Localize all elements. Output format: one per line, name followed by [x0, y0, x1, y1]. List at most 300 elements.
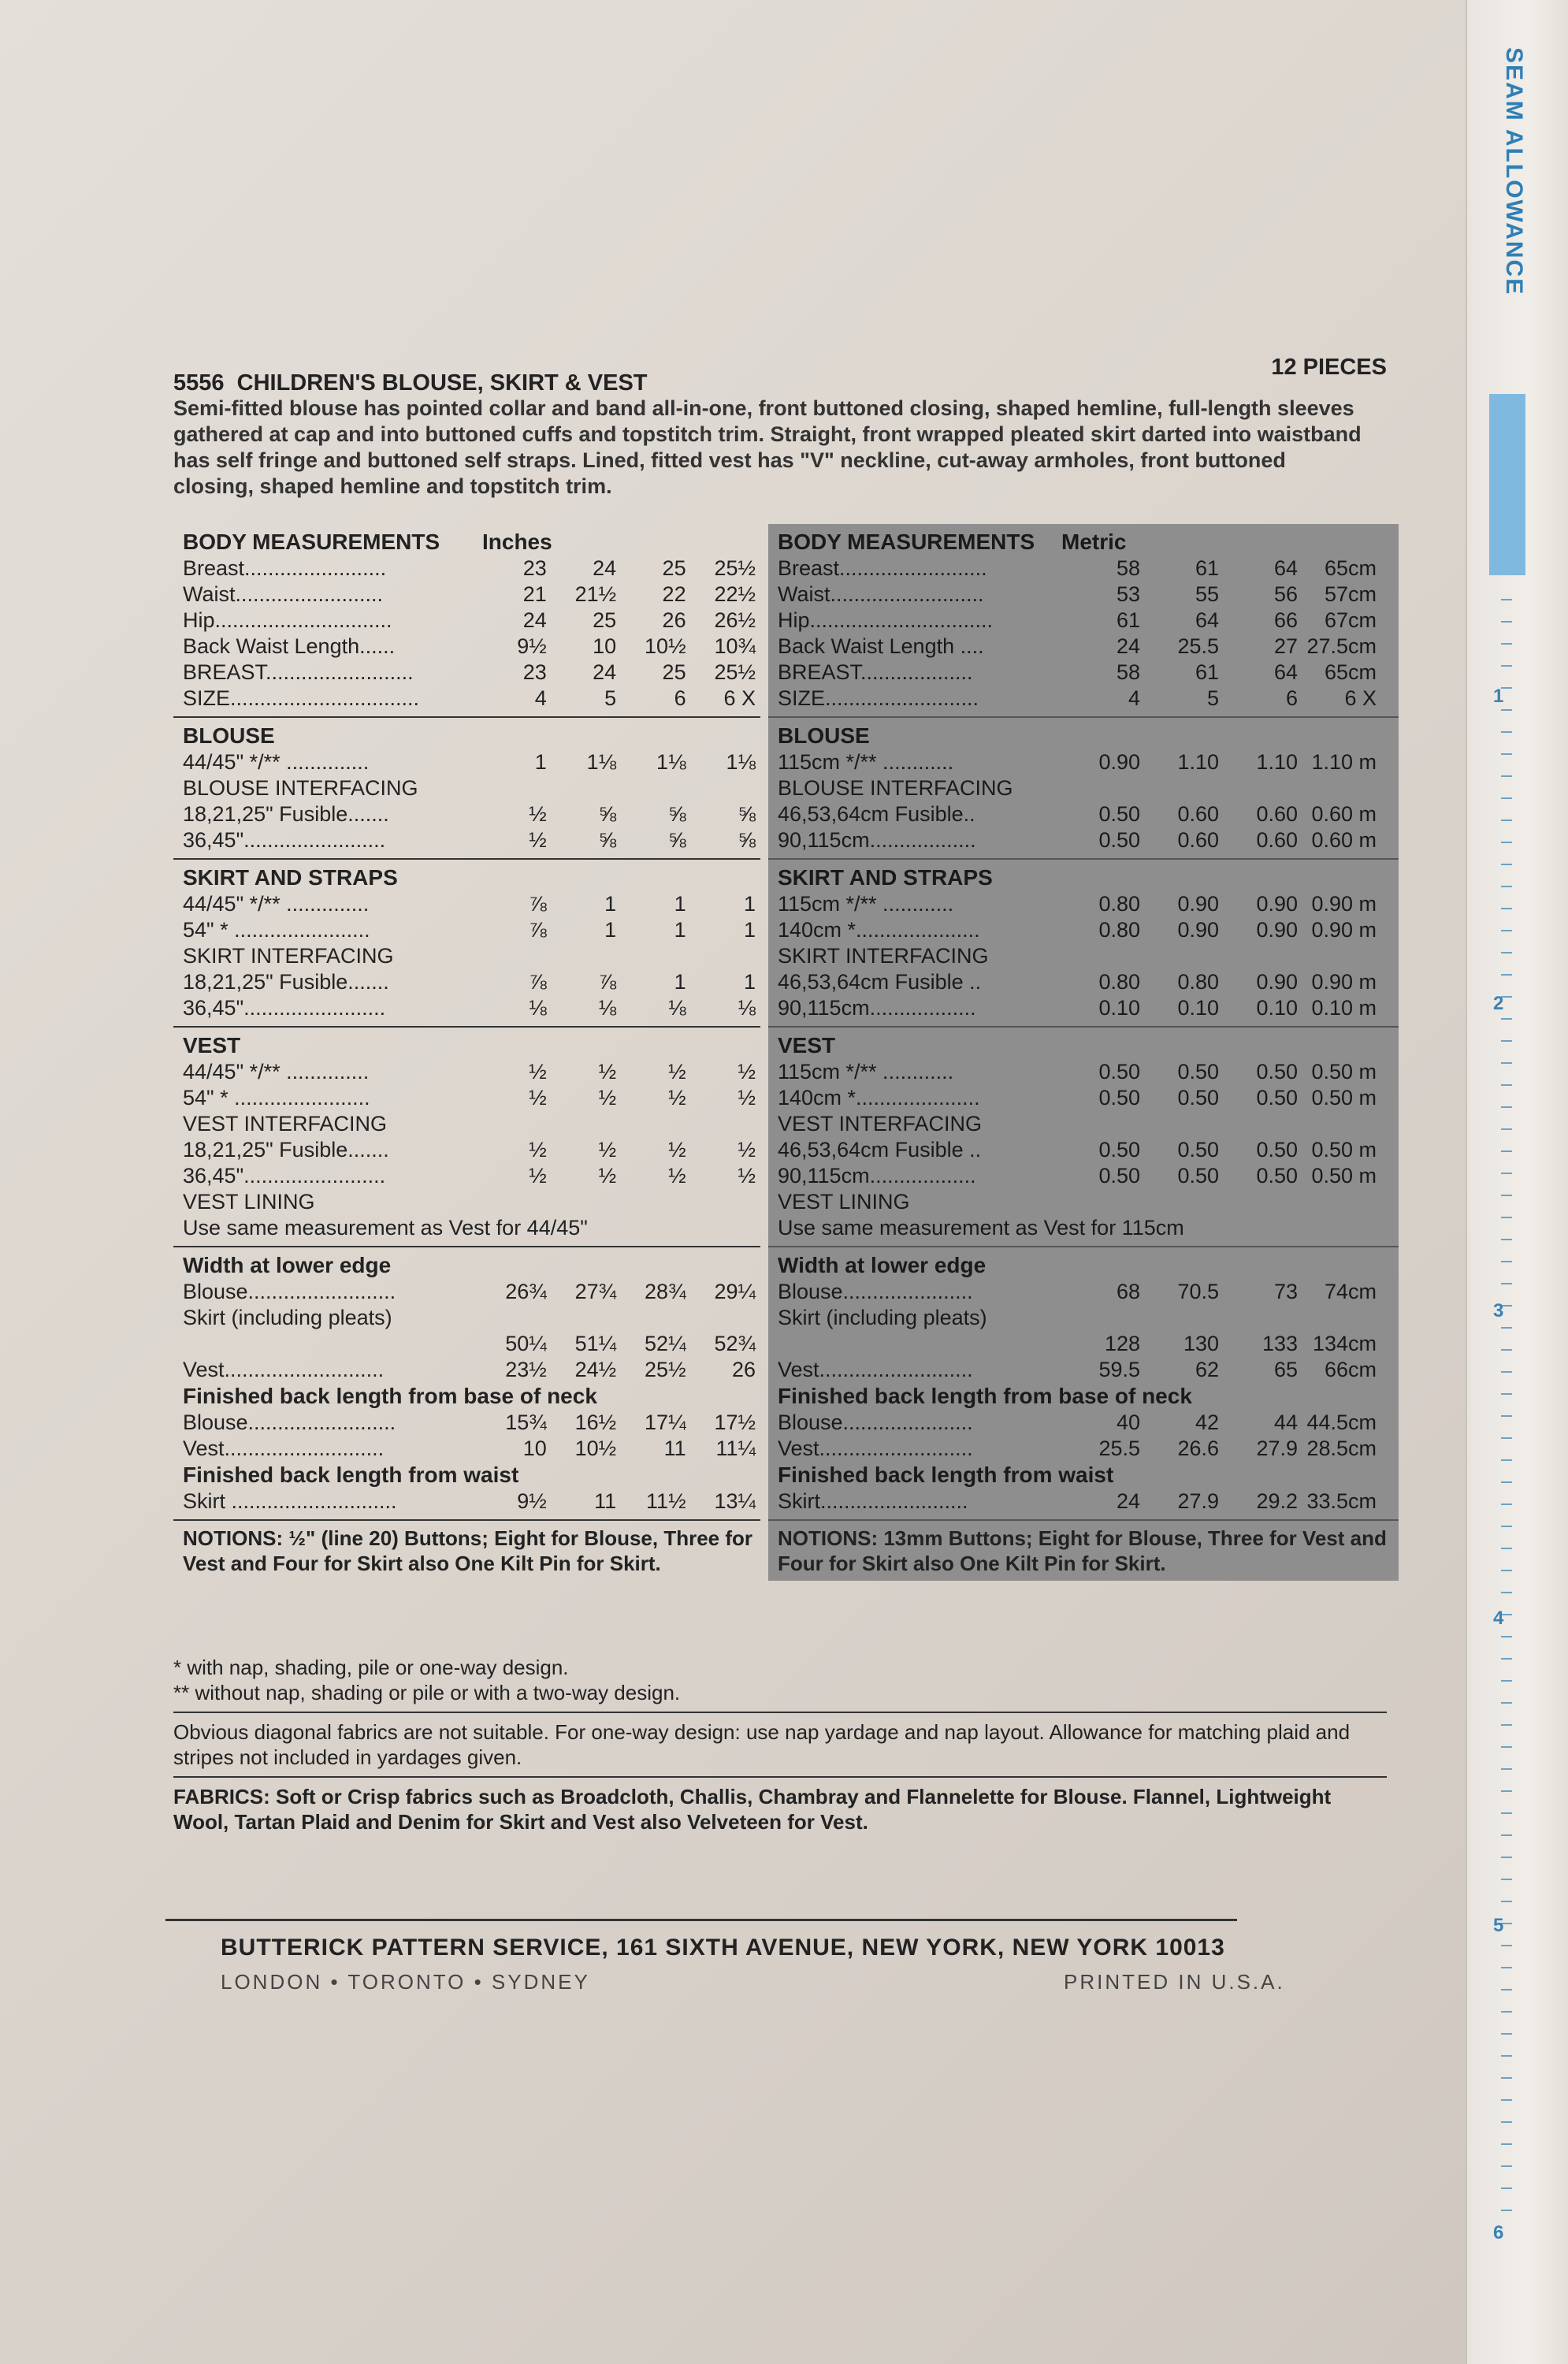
row-label: Hip..............................	[183, 608, 392, 632]
row-value: ½	[529, 1164, 547, 1188]
ruler-tick	[1501, 797, 1512, 799]
row-value: 0.80	[1098, 918, 1140, 942]
row-value: ⅞	[529, 970, 547, 994]
table-row	[183, 1137, 756, 1163]
row-value: 1	[743, 918, 756, 942]
section-title: Width at lower edge	[183, 1253, 392, 1277]
row-value: 1	[743, 970, 756, 994]
row-label: Vest..........................	[778, 1437, 973, 1460]
row-value: ½	[529, 828, 547, 852]
obvious-note: Obvious diagonal fabrics are not suitable. For one-way design: use nap yardage and nap layout. Allowance for matching plaid and stripes not included in yardages given.	[173, 1720, 1351, 1769]
row-value: 73	[1273, 1280, 1298, 1303]
ruler-tick	[1501, 1879, 1512, 1880]
row-value: 21½	[574, 582, 617, 606]
ruler-tick	[1501, 2055, 1512, 2057]
row-value: 0.10	[1256, 996, 1298, 1020]
ruler-tick	[1501, 1128, 1512, 1130]
table-row	[778, 801, 1394, 827]
row-value	[477, 1305, 546, 1331]
row-value: 24	[1116, 634, 1140, 658]
ruler-tick	[1501, 1459, 1512, 1461]
row-value: ⅝	[668, 828, 686, 852]
ruler-tick	[1501, 1481, 1512, 1483]
table-row	[183, 749, 756, 775]
ruler-tick	[1501, 2011, 1512, 2013]
subsection-title: VEST INTERFACING	[778, 1112, 983, 1136]
row-value: ⅝	[598, 828, 617, 852]
row-value: ⅝	[738, 802, 756, 826]
ruler-tick	[1501, 753, 1512, 755]
row-label: Skirt (including pleats)	[778, 1306, 987, 1329]
table-row	[183, 686, 756, 712]
row-label: Skirt (including pleats)	[183, 1306, 392, 1329]
body-measurements	[173, 524, 760, 718]
table-row	[183, 1436, 756, 1462]
row-value: 11	[594, 1489, 617, 1513]
row-value: 0.50	[1177, 1164, 1219, 1188]
row-value: ½	[529, 802, 547, 826]
section-title: BLOUSE	[183, 723, 275, 748]
row-value: 11½	[646, 1489, 686, 1513]
row-value: 0.50 m	[1311, 1164, 1377, 1188]
row-value: 26½	[714, 608, 756, 632]
row-label: 115cm */** ............	[778, 1060, 954, 1084]
ruler-tick	[1501, 1504, 1512, 1505]
row-value: 24	[593, 556, 617, 580]
row-label: Skirt.........................	[778, 1489, 968, 1513]
row-value: ⅛	[738, 996, 756, 1020]
row-label: SIZE..........................	[778, 686, 979, 710]
row-value: 0.90	[1256, 892, 1298, 916]
ruler-tick	[1501, 1217, 1512, 1218]
row-value: 26¾	[505, 1280, 547, 1303]
row-value: 1	[674, 970, 686, 994]
row-value: 1⅛	[586, 750, 617, 774]
table-row	[183, 1279, 756, 1305]
row-value: 44	[1273, 1411, 1298, 1434]
row-value: 27	[1273, 634, 1298, 658]
row-value: 64	[1273, 556, 1298, 580]
table-row	[183, 1410, 756, 1436]
row-value: 56	[1273, 582, 1298, 606]
row-value: 61	[1116, 608, 1140, 632]
ruler-tick	[1501, 709, 1512, 711]
table-row	[778, 582, 1394, 608]
subsection-title: VEST INTERFACING	[183, 1112, 388, 1136]
table-row	[183, 1489, 756, 1515]
table-row	[778, 686, 1394, 712]
row-value: 10½	[574, 1437, 617, 1460]
row-value: 1.10 m	[1311, 750, 1377, 774]
row-value: 10½	[645, 634, 686, 658]
row-label: 54" * .......................	[183, 918, 370, 942]
row-value: ½	[738, 1138, 756, 1162]
row-label: 44/45" */** ..............	[183, 892, 370, 916]
row-value: 130	[1183, 1332, 1219, 1355]
row-value: 50¼	[505, 1332, 547, 1355]
row-value	[686, 1305, 756, 1331]
row-label: Blouse......................	[778, 1280, 973, 1303]
row-value: 58	[1116, 556, 1140, 580]
row-value: 0.90	[1098, 750, 1140, 774]
blouse-yardage	[173, 718, 760, 860]
finished-measurements	[173, 1247, 760, 1521]
row-label: BREAST.........................	[183, 660, 414, 684]
row-value: 64	[1273, 660, 1298, 684]
table-row	[778, 749, 1394, 775]
table-row	[183, 1357, 756, 1383]
row-value: 13¼	[714, 1489, 756, 1513]
unit-label: Metric	[1061, 530, 1127, 554]
row-value: 53	[1116, 582, 1140, 606]
row-value: 58	[1116, 660, 1140, 684]
row-value: 1	[674, 892, 686, 916]
row-value: 4	[534, 686, 547, 710]
row-value: 26.6	[1177, 1437, 1219, 1460]
row-label: Vest..........................	[778, 1358, 973, 1381]
table-row	[778, 634, 1394, 660]
row-value: 0.90 m	[1311, 970, 1377, 994]
row-value: 64	[1195, 608, 1219, 632]
row-label: Waist..........................	[778, 582, 984, 606]
row-value: 1	[604, 918, 617, 942]
row-value: ½	[598, 1086, 617, 1110]
row-value: 6	[1285, 686, 1298, 710]
row-value: 27.9	[1177, 1489, 1219, 1513]
table-row	[183, 634, 756, 660]
row-value: 1.10	[1256, 750, 1298, 774]
ruler-tick	[1501, 1834, 1512, 1836]
row-value: 0.60	[1177, 828, 1219, 852]
row-value: 55	[1195, 582, 1219, 606]
company-cities: LONDON • TORONTO • SYDNEY	[221, 1970, 590, 1994]
ruler-tick	[1501, 1040, 1512, 1042]
row-value: 0.50	[1098, 802, 1140, 826]
table-row	[183, 1163, 756, 1189]
row-value: 0.10	[1098, 996, 1140, 1020]
ruler-tick	[1501, 1018, 1512, 1020]
table-row	[778, 1163, 1394, 1189]
row-value: 0.60 m	[1311, 828, 1377, 852]
section-title: Finished back length from base of neck	[778, 1384, 1192, 1408]
row-value: 59.5	[1098, 1358, 1140, 1381]
row-value: 6 X	[1344, 686, 1377, 710]
row-label: Blouse.........................	[183, 1411, 396, 1434]
row-value: 52¾	[714, 1332, 756, 1355]
row-value: 1.10	[1177, 750, 1219, 774]
row-label: Back Waist Length......	[183, 634, 396, 658]
row-value: 61	[1195, 660, 1219, 684]
row-value: 15¾	[505, 1411, 547, 1434]
row-value: 25	[593, 608, 617, 632]
section-title: VEST	[778, 1033, 836, 1057]
table-row	[778, 1085, 1394, 1111]
ruler-tick	[1501, 643, 1512, 645]
row-value: 52¼	[645, 1332, 686, 1355]
ruler-tick	[1501, 2165, 1512, 2167]
row-label: 140cm *.....................	[778, 1086, 980, 1110]
ruler-tick	[1501, 1349, 1512, 1351]
ruler-number: 3	[1493, 1300, 1504, 1321]
row-value: 0.50	[1177, 1060, 1219, 1084]
ruler-tick	[1501, 731, 1512, 733]
ruler-tick	[1501, 621, 1512, 623]
row-label: BREAST...................	[778, 660, 973, 684]
row-value: 28¾	[645, 1280, 686, 1303]
row-value: 0.50	[1177, 1138, 1219, 1162]
table-row	[183, 917, 756, 943]
ruler-tick	[1501, 1746, 1512, 1748]
section-title: Finished back length from waist	[183, 1463, 519, 1487]
table-row	[183, 995, 756, 1021]
row-value: 10¾	[714, 634, 756, 658]
table-row	[183, 801, 756, 827]
row-value: 16½	[574, 1411, 617, 1434]
ruler-tick	[1501, 1570, 1512, 1571]
blouse-yardage	[768, 718, 1399, 860]
row-value: 25	[662, 660, 686, 684]
section-title: BODY MEASUREMENTS	[778, 530, 1035, 554]
row-value: 66cm	[1324, 1358, 1377, 1381]
row-value: 22½	[714, 582, 756, 606]
table-row	[183, 582, 756, 608]
ruler-tick	[1501, 1790, 1512, 1792]
table-row	[183, 827, 756, 853]
table-row	[778, 891, 1394, 917]
row-value: 24	[522, 608, 547, 632]
row-label: Vest...........................	[183, 1358, 385, 1381]
ruler-tick	[1501, 1636, 1512, 1637]
ruler-tick	[1501, 2099, 1512, 2101]
ruler-tick	[1501, 1150, 1512, 1152]
row-value: 24½	[574, 1358, 617, 1381]
table-row	[778, 556, 1394, 582]
ruler-tick	[1501, 820, 1512, 821]
row-value: ⅞	[529, 892, 547, 916]
ruler-tick	[1501, 1724, 1512, 1726]
subsection-title: SKIRT INTERFACING	[183, 944, 394, 968]
row-value: 1	[743, 892, 756, 916]
row-label: Breast.........................	[778, 556, 987, 580]
row-value: 0.50	[1098, 1164, 1140, 1188]
ruler-tick	[1501, 1084, 1512, 1086]
row-value: 0.50	[1256, 1060, 1298, 1084]
ruler-tick	[1501, 908, 1512, 909]
row-value: 25.5	[1177, 634, 1219, 658]
row-value: 5	[604, 686, 617, 710]
row-value	[1219, 1305, 1298, 1331]
ruler-tick	[1501, 842, 1512, 843]
row-label: 44/45" */** ..............	[183, 1060, 370, 1084]
skirt-yardage	[173, 860, 760, 1028]
footnotes	[173, 1655, 1387, 1834]
row-value: 0.50	[1256, 1086, 1298, 1110]
row-value: ⅝	[738, 828, 756, 852]
row-label: Waist.........................	[183, 582, 384, 606]
row-value	[1140, 1305, 1219, 1331]
ruler-tick	[1501, 974, 1512, 976]
ruler-tick	[1501, 1967, 1512, 1968]
vest-yardage	[768, 1028, 1399, 1247]
table-row	[183, 891, 756, 917]
seam-allowance-bar	[1489, 394, 1525, 575]
row-value: 0.50	[1098, 1138, 1140, 1162]
table-row	[778, 1489, 1394, 1515]
row-value: ½	[738, 1164, 756, 1188]
row-value: 0.80	[1098, 970, 1140, 994]
row-value: 1	[674, 918, 686, 942]
row-label: 140cm *.....................	[778, 918, 980, 942]
row-label: SIZE................................	[183, 686, 420, 710]
row-value: ½	[529, 1060, 547, 1084]
row-label: 36,45"........................	[183, 996, 386, 1020]
row-value: 65cm	[1324, 660, 1377, 684]
row-value: 1⅛	[726, 750, 756, 774]
row-value: 0.90 m	[1311, 892, 1377, 916]
row-value: 133	[1261, 1332, 1298, 1355]
row-value: 22	[662, 582, 686, 606]
ruler-tick	[1501, 1261, 1512, 1262]
row-value: ½	[738, 1060, 756, 1084]
row-value: 27.5cm	[1306, 634, 1377, 658]
ruler-tick	[1501, 1548, 1512, 1549]
nap-note-1: * with nap, shading, pile or one-way design.	[173, 1656, 569, 1679]
row-value: 9½	[517, 1489, 547, 1513]
table-row	[778, 995, 1394, 1021]
table-row	[778, 1059, 1394, 1085]
row-value: 6	[674, 686, 686, 710]
ruler-tick	[1501, 1437, 1512, 1439]
row-value: 0.60	[1256, 802, 1298, 826]
row-label: Hip...............................	[778, 608, 994, 632]
ruler-tick	[1501, 1195, 1512, 1196]
row-label: 90,115cm..................	[778, 1164, 976, 1188]
row-value: 10	[522, 1437, 547, 1460]
row-value: 23	[522, 660, 547, 684]
ruler-tick	[1501, 2143, 1512, 2145]
ruler-number: 2	[1493, 993, 1504, 1014]
row-value: 57cm	[1324, 582, 1377, 606]
ruler-number: 5	[1493, 1915, 1504, 1936]
row-value: 42	[1195, 1411, 1219, 1434]
row-value: 33.5cm	[1306, 1489, 1377, 1513]
row-label: 115cm */** ............	[778, 750, 954, 774]
row-value: 23	[522, 556, 547, 580]
row-label: 115cm */** ............	[778, 892, 954, 916]
ruler-number: 1	[1493, 686, 1504, 707]
row-label	[778, 1331, 1061, 1357]
ruler-tick	[1501, 1768, 1512, 1770]
table-row	[778, 1279, 1394, 1305]
table-row	[778, 827, 1394, 853]
row-label: 46,53,64cm Fusible..	[778, 802, 975, 826]
row-label: 90,115cm..................	[778, 828, 976, 852]
finished-measurements	[768, 1247, 1399, 1521]
ruler-tick	[1501, 775, 1512, 777]
row-value: 1⅛	[656, 750, 686, 774]
ruler-tick	[1501, 1857, 1512, 1858]
row-value: ½	[529, 1138, 547, 1162]
row-value: ½	[598, 1164, 617, 1188]
row-label: Breast........................	[183, 556, 387, 580]
row-value: ⅛	[529, 996, 547, 1020]
row-value: 134cm	[1312, 1332, 1377, 1355]
table-row	[183, 660, 756, 686]
table-row	[183, 1331, 756, 1357]
ruler-tick	[1501, 599, 1512, 600]
table-row	[778, 1331, 1394, 1357]
row-value: 17½	[714, 1411, 756, 1434]
fabrics-note: FABRICS: Soft or Crisp fabrics such as Broadcloth, Challis, Chambray and Flannelette for Blouse. Flannel, Lightweight Wool, Tartan Plaid and Denim for Skirt and Vest also Velveteen for Vest.	[173, 1785, 1332, 1834]
row-label: 46,53,64cm Fusible ..	[778, 1138, 982, 1162]
printed-in: PRINTED IN U.S.A.	[1064, 1970, 1285, 1994]
seam-allowance-label: SEAM ALLOWANCE	[1501, 47, 1527, 296]
row-value: 0.50	[1256, 1164, 1298, 1188]
row-label: Blouse......................	[778, 1411, 973, 1434]
row-label: 36,45"........................	[183, 1164, 386, 1188]
ruler-tick	[1501, 1658, 1512, 1660]
notions: NOTIONS: 13mm Buttons; Eight for Blouse, Three for Vest and Four for Skirt also One Kilt Pin for Skirt.	[778, 1526, 1387, 1575]
row-value: 67cm	[1324, 608, 1377, 632]
row-value: 65	[1273, 1358, 1298, 1381]
row-value: 0.50 m	[1311, 1060, 1377, 1084]
section-title: VEST	[183, 1033, 241, 1057]
row-value: 0.50 m	[1311, 1086, 1377, 1110]
skirt-yardage	[768, 860, 1399, 1028]
ruler-tick	[1501, 1812, 1512, 1814]
section-title: BLOUSE	[778, 723, 870, 748]
row-value: 0.80	[1177, 970, 1219, 994]
subsection-title: SKIRT INTERFACING	[778, 944, 989, 968]
row-label: 54" * .......................	[183, 1086, 370, 1110]
row-value: 66	[1273, 608, 1298, 632]
section-title: SKIRT AND STRAPS	[183, 865, 398, 890]
row-value: 0.50	[1177, 1086, 1219, 1110]
row-value: 0.10	[1177, 996, 1219, 1020]
row-value: 28.5cm	[1306, 1437, 1377, 1460]
row-value: 40	[1116, 1411, 1140, 1434]
row-value: 25½	[714, 556, 756, 580]
row-value: 0.90	[1177, 918, 1219, 942]
row-value: 1	[534, 750, 547, 774]
row-value: ½	[738, 1086, 756, 1110]
row-value: ½	[668, 1164, 686, 1188]
row-value: 61	[1195, 556, 1219, 580]
row-value: 0.90	[1256, 918, 1298, 942]
row-value: 27¾	[574, 1280, 617, 1303]
row-value: ⅞	[529, 918, 547, 942]
row-value: 10	[593, 634, 617, 658]
ruler-tick	[1501, 1592, 1512, 1593]
table-row	[778, 969, 1394, 995]
row-label: 18,21,25" Fusible.......	[183, 802, 389, 826]
lining-title: VEST LINING	[183, 1190, 315, 1214]
body-measurements	[768, 524, 1399, 718]
row-value: ½	[668, 1086, 686, 1110]
table-row	[778, 1357, 1394, 1383]
row-value: 25	[662, 556, 686, 580]
row-value: ½	[668, 1138, 686, 1162]
ruler-tick	[1501, 1062, 1512, 1064]
row-value: 24	[593, 660, 617, 684]
row-value: 29.2	[1256, 1489, 1298, 1513]
ruler-tick	[1501, 1989, 1512, 1990]
pattern-number: 5556	[173, 370, 225, 396]
row-label: 46,53,64cm Fusible ..	[778, 970, 982, 994]
ruler-tick	[1501, 1173, 1512, 1174]
row-value: 24	[1116, 1489, 1140, 1513]
ruler-tick	[1501, 2121, 1512, 2123]
